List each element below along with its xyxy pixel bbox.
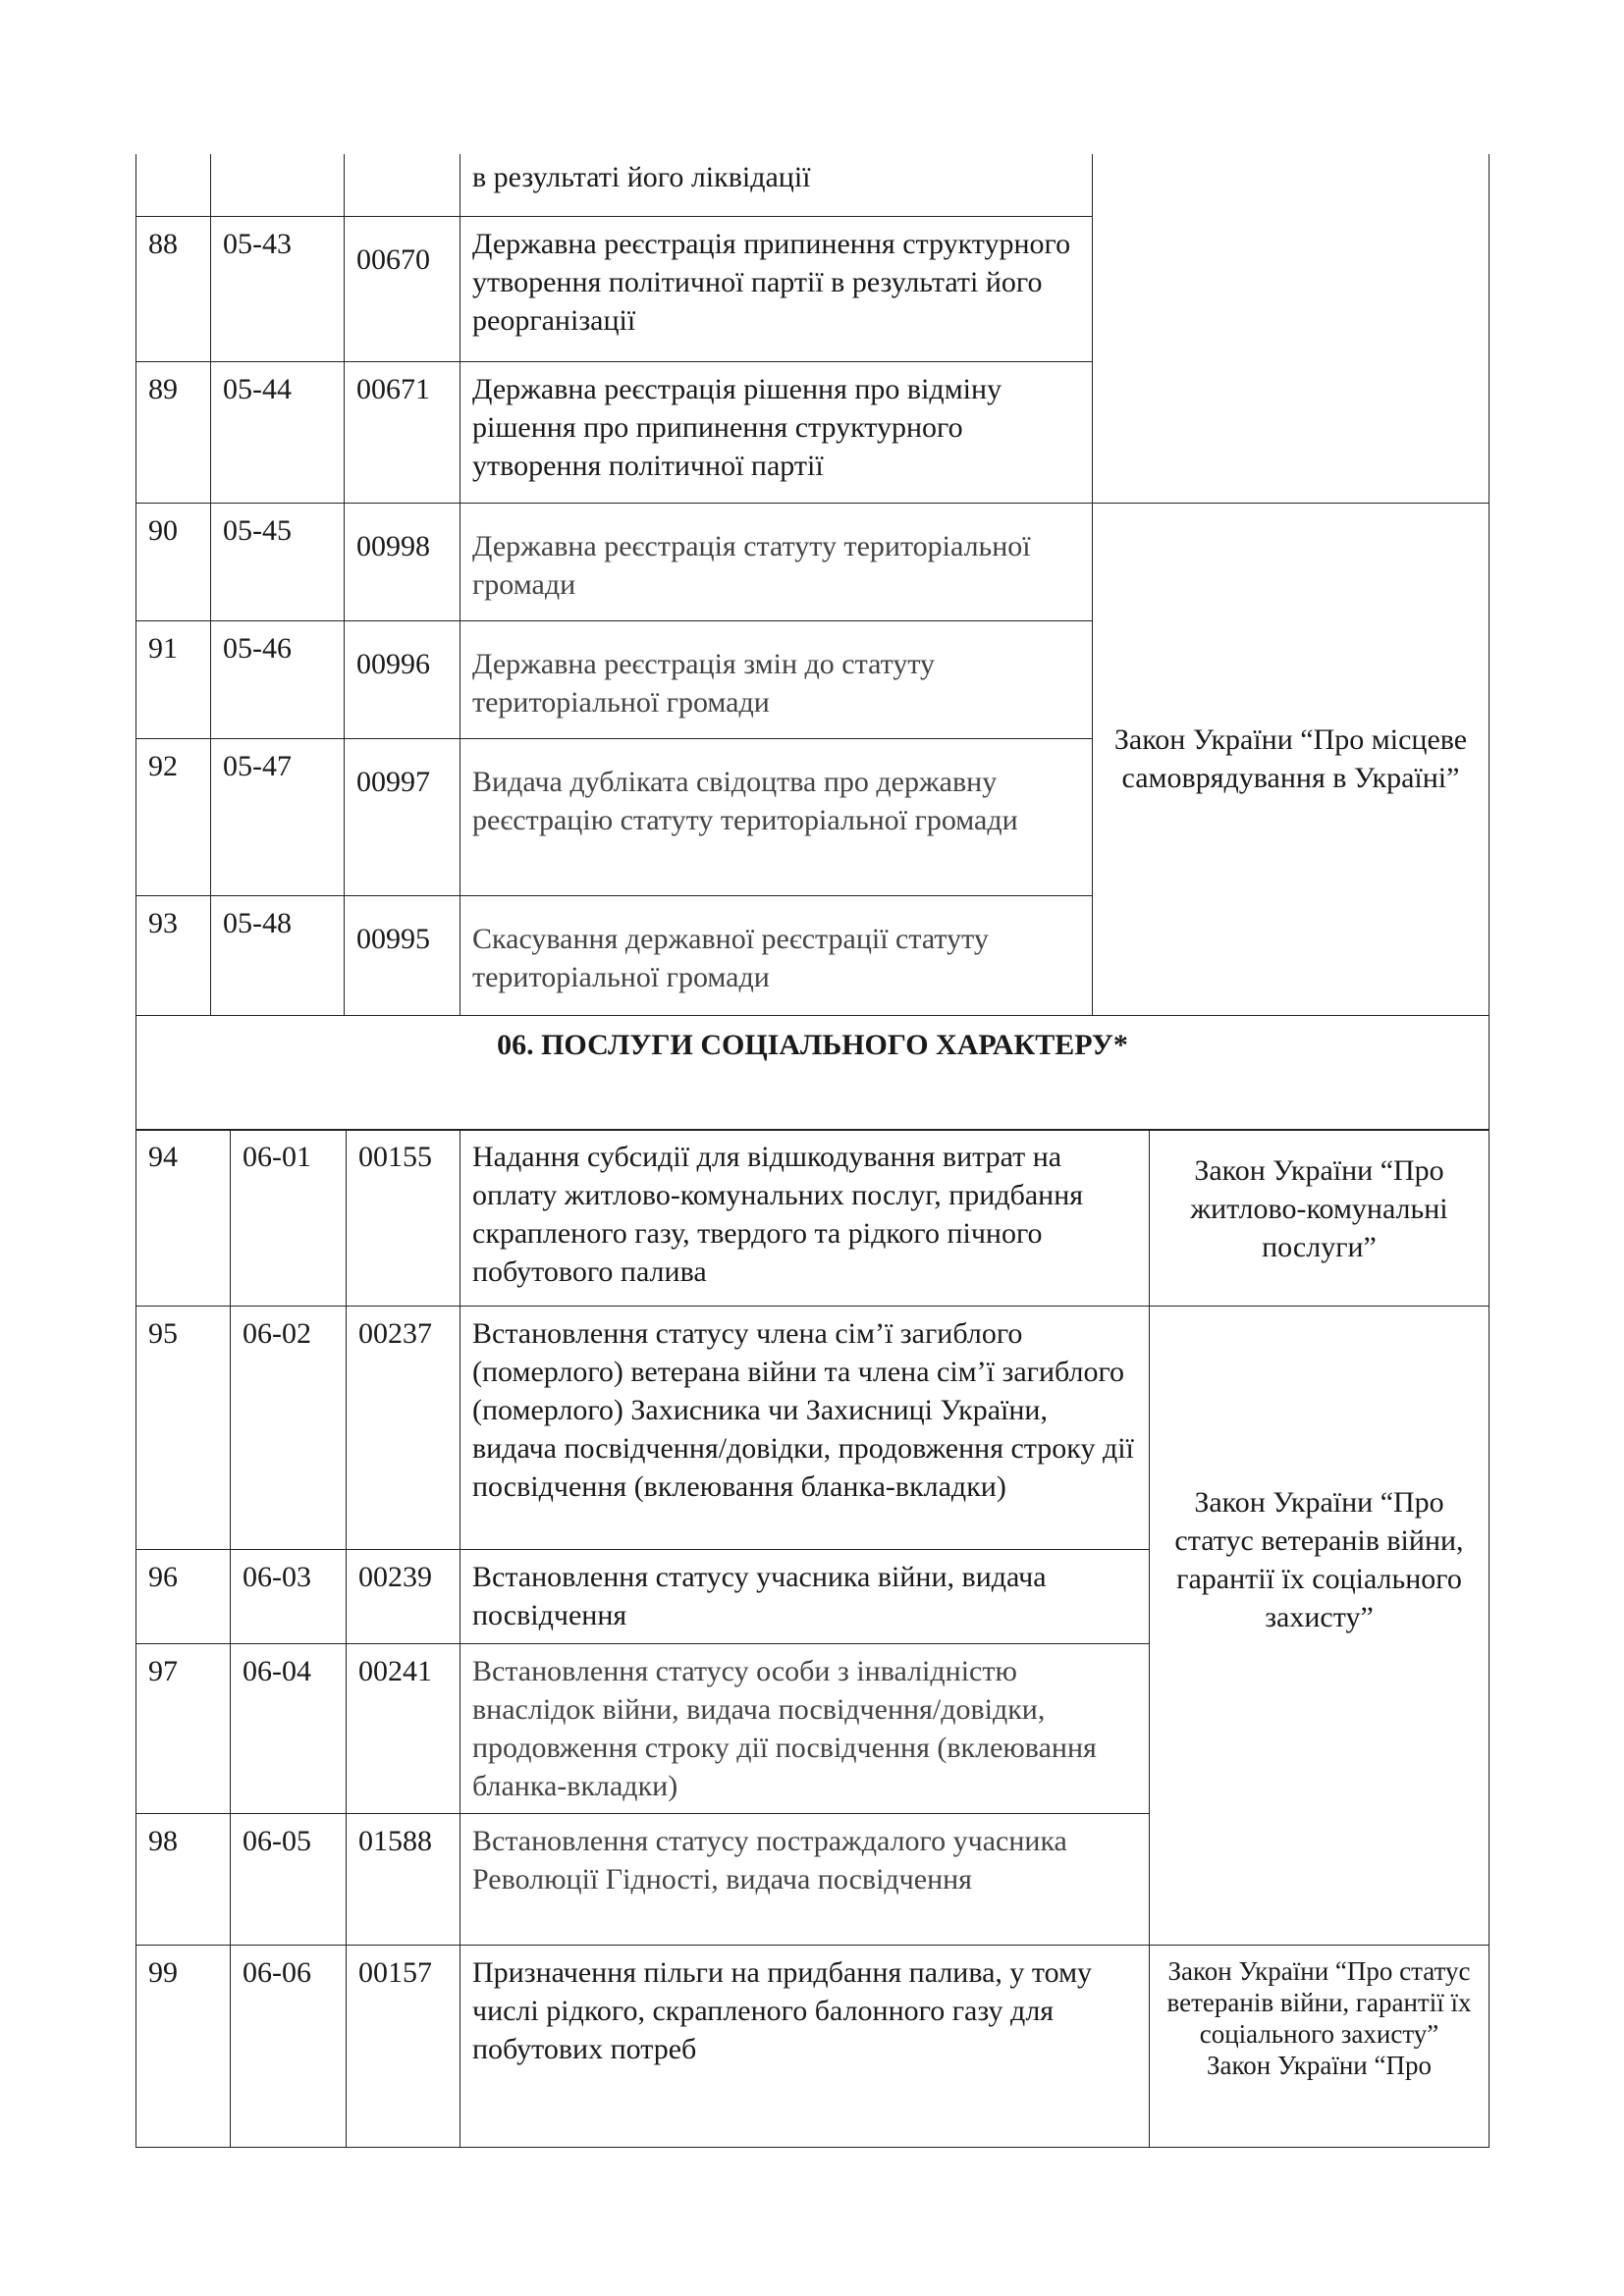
row-id: 00155 (347, 1129, 460, 1306)
row-number: 99 (136, 1945, 231, 2147)
row-number: 93 (136, 895, 211, 1015)
row-code (211, 154, 345, 216)
service-description: Видача дубліката свідоцтва про державну реєстрацію статуту територіальної громади (460, 738, 1093, 895)
row-number: 90 (136, 503, 211, 620)
service-description: Встановлення статусу члена сім’ї загиблого (померлого) ветерана війни та члена сім’ї загиблого (померлого) Захисника чи Захисниці України, видача посвідчення/довідки, продовження строку дії посвідчення (вклеювання бланка-вкладки) (460, 1306, 1150, 1549)
service-description: Встановлення статусу особи з інвалідністю внаслідок війни, видача посвідчення/довідки, продовження строку дії посвідчення (вклеювання бланка-вкладки) (460, 1643, 1150, 1813)
row-id: 00998 (345, 503, 460, 620)
row-id: 00157 (347, 1945, 460, 2147)
service-description: Державна реєстрація рішення про відміну рішення про припинення структурного утворення політичної партії (460, 361, 1093, 503)
row-number: 98 (136, 1813, 231, 1945)
row-code: 06-01 (231, 1129, 347, 1306)
service-description: Встановлення статусу учасника війни, видача посвідчення (460, 1549, 1150, 1643)
row-id: 00670 (345, 216, 460, 361)
row-code: 05-44 (211, 361, 345, 503)
service-description: Державна реєстрація припинення структурного утворення політичної партії в результаті його реорганізації (460, 216, 1093, 361)
row-code: 05-46 (211, 620, 345, 738)
row-id: 00237 (347, 1306, 460, 1549)
row-id: 01588 (347, 1813, 460, 1945)
law-reference: Закон України “Про статус ветеранів війни, гарантії їх соціального захисту” (1150, 1306, 1489, 1945)
service-description: Надання субсидії для відшкодування витрат на оплату житлово-комунальних послуг, придбання скрапленого газу, твердого та рідкого пічного побутового палива (460, 1129, 1150, 1306)
row-number: 96 (136, 1549, 231, 1643)
services-table-part2 (135, 1129, 1489, 2148)
row-number: 92 (136, 738, 211, 895)
service-description: Державна реєстрація статуту територіальної громади (460, 503, 1093, 620)
row-id: 00995 (345, 895, 460, 1015)
row-id: 00241 (347, 1643, 460, 1813)
services-table-part1 (135, 154, 1489, 1131)
row-code: 06-03 (231, 1549, 347, 1643)
law-reference-empty (1093, 154, 1489, 503)
document-page (135, 154, 1489, 2148)
table-row (136, 1306, 1489, 1549)
table-row (136, 154, 1489, 216)
row-code: 06-04 (231, 1643, 347, 1813)
section-title: 06. ПОСЛУГИ СОЦІАЛЬНОГО ХАРАКТЕРУ* (136, 1015, 1489, 1130)
table-row (136, 1129, 1489, 1306)
row-id: 00996 (345, 620, 460, 738)
row-code: 06-05 (231, 1813, 347, 1945)
row-number: 95 (136, 1306, 231, 1549)
row-number: 97 (136, 1643, 231, 1813)
row-number: 91 (136, 620, 211, 738)
law-reference: Закон України “Про місцеве самоврядування в Україні” (1093, 503, 1489, 1015)
service-description: Державна реєстрація змін до статуту територіальної громади (460, 620, 1093, 738)
row-code: 05-47 (211, 738, 345, 895)
law-reference-veterans: Закон України “Про статус ветеранів війни, гарантії їх соціального захисту” (1166, 1955, 1472, 2049)
row-number: 89 (136, 361, 211, 503)
row-id: 00239 (347, 1549, 460, 1643)
table-row (136, 503, 1489, 620)
row-code: 06-02 (231, 1306, 347, 1549)
row-id: 00997 (345, 738, 460, 895)
service-description: в результаті його ліквідації (460, 154, 1093, 216)
service-description: Скасування державної реєстрації статуту територіальної громади (460, 895, 1093, 1015)
row-id (345, 154, 460, 216)
law-reference (1150, 1945, 1489, 2147)
row-code: 05-43 (211, 216, 345, 361)
section-header-row (136, 1015, 1489, 1130)
row-number (136, 154, 211, 216)
service-description: Встановлення статусу постраждалого учасника Революції Гідності, видача посвідчення (460, 1813, 1150, 1945)
law-reference: Закон України “Про житлово-комунальні послуги” (1150, 1129, 1489, 1306)
row-code: 06-06 (231, 1945, 347, 2147)
service-description: Призначення пільги на придбання палива, у тому числі рідкого, скрапленого балонного газу для побутових потреб (460, 1945, 1150, 2147)
row-id: 00671 (345, 361, 460, 503)
row-code: 05-48 (211, 895, 345, 1015)
row-number: 94 (136, 1129, 231, 1306)
row-number: 88 (136, 216, 211, 361)
law-reference-continued: Закон України “Про (1207, 2050, 1432, 2080)
row-code: 05-45 (211, 503, 345, 620)
table-row (136, 1945, 1489, 2147)
